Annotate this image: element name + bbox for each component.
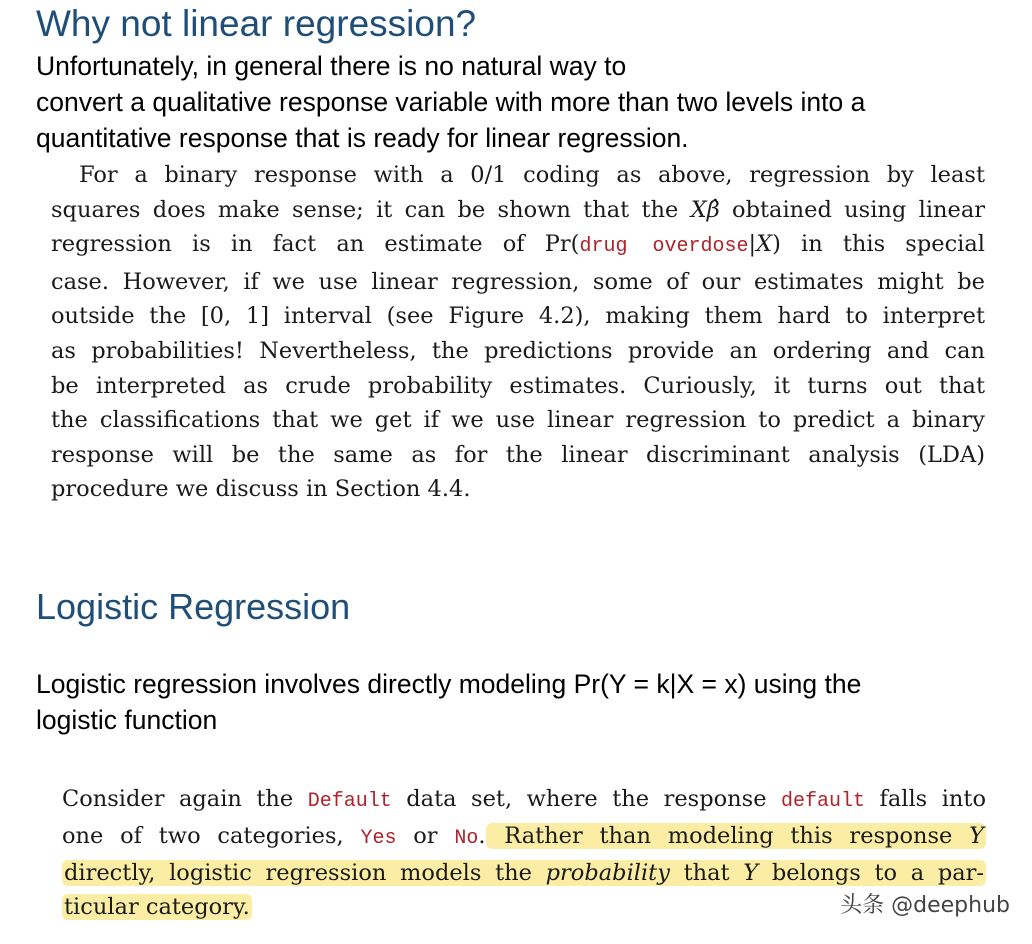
book-text: one of two categories,	[62, 823, 361, 849]
book-text: regression is in fact an estimate of Pr(	[51, 231, 580, 258]
slide-intro-line: quantitative response that is ready for linear regression.	[36, 123, 689, 153]
book-text: .	[478, 823, 486, 849]
slide-intro-line: logistic function	[36, 705, 218, 735]
watermark-text: 头条 @deephub	[840, 893, 1010, 918]
book-text: belongs to a par-	[758, 860, 985, 886]
code-no: No	[454, 827, 479, 850]
code-default-dataset: Default	[307, 790, 392, 813]
book-line: outside the [0, 1] interval (see Figure 4.2), making them hard to interpret	[51, 303, 985, 330]
book-line	[62, 819, 986, 856]
book-text: ) in this special	[772, 231, 985, 258]
highlighted-text	[486, 823, 987, 849]
book-text: obtained using linear	[719, 196, 986, 223]
slide-intro-text-1	[36, 48, 1016, 156]
code-drug-overdose: drug overdose	[579, 235, 749, 259]
book-text: falls into	[865, 786, 986, 812]
book-line: the classifications that we get if we use linear regression to predict a binary	[51, 407, 985, 434]
highlighted-text	[62, 860, 986, 886]
section-heading-logistic-regression: Logistic Regression	[36, 586, 351, 627]
book-line: procedure we discuss in Section 4.4.	[51, 476, 471, 503]
slide-intro-line: Unfortunately, in general there is no natural way to	[36, 51, 627, 81]
book-line	[62, 856, 986, 890]
section-heading-why-not-linear-regression: Why not linear regression?	[36, 3, 477, 44]
slide-intro-line: convert a qualitative response variable with more than two levels into a	[36, 87, 866, 117]
book-text: directly, logistic regression models the	[64, 860, 546, 886]
book-line: as probabilities! Nevertheless, the predictions provide an ordering and can	[51, 337, 985, 364]
book-line: For a binary response with a 0/1 coding as above, regression by least	[79, 162, 985, 188]
book-text: squares does make sense; it can be shown that the	[51, 196, 691, 223]
book-line: response will be the same as for the linear discriminant analysis (LDA)	[51, 441, 985, 468]
math-x-beta-hat: Xβ̂	[690, 196, 720, 223]
book-line	[62, 782, 986, 819]
book-line: be interpreted as crude probability estimates. Curiously, it turns out that	[51, 372, 985, 399]
slide-intro-text-2	[36, 666, 996, 738]
book-text: Consider again the	[62, 786, 308, 812]
book-line	[51, 193, 985, 228]
emphasis-probability: probability	[545, 860, 670, 886]
highlighted-text: ticular category.	[64, 894, 250, 920]
book-line: case. However, if we use linear regression, some of our estimates might be	[51, 268, 985, 295]
code-yes: Yes	[360, 827, 397, 850]
math-y: Y	[743, 860, 759, 886]
code-default-response: default	[781, 790, 866, 813]
book-text: data set, where the response	[391, 786, 782, 812]
slide-intro-line: Logistic regression involves directly modeling Pr(Y = k|X = x) using the	[36, 669, 862, 699]
book-text: Rather than modeling this response	[487, 823, 970, 849]
book-line	[51, 227, 985, 265]
book-text: or	[396, 823, 455, 849]
book-excerpt-linear-regression	[51, 158, 985, 507]
math-given-x: |X	[748, 231, 773, 258]
book-text: that	[669, 860, 744, 886]
math-y: Y	[969, 823, 984, 849]
